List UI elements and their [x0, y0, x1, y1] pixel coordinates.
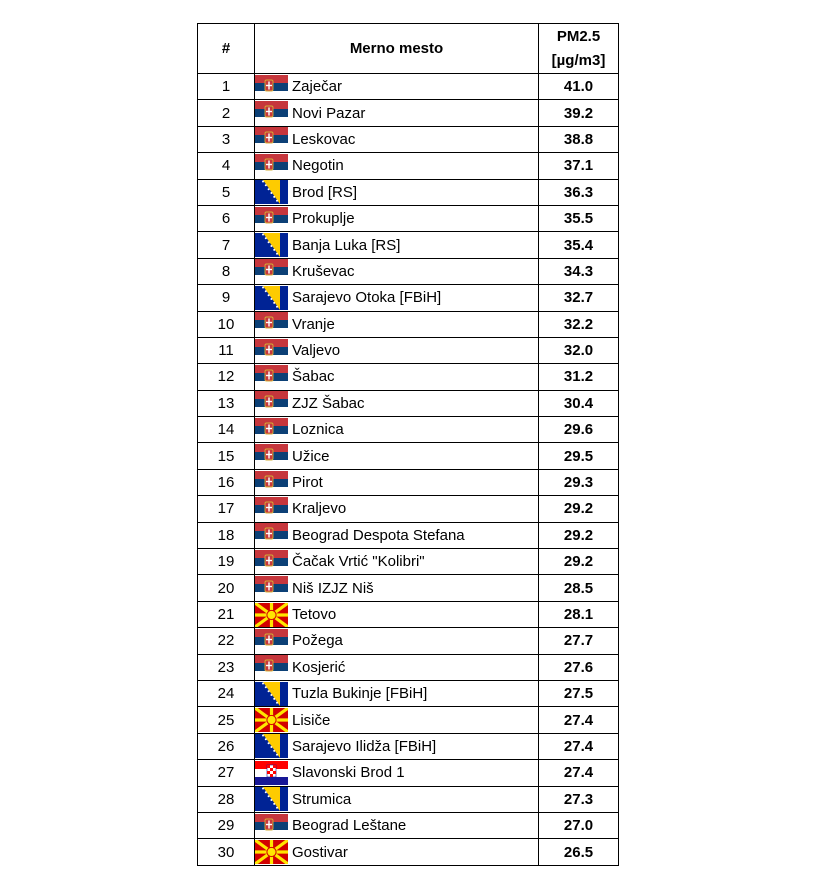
- rank-cell: 26: [198, 733, 255, 759]
- place-name: Požega: [292, 632, 343, 650]
- pm25-value-cell: 26.5: [539, 839, 619, 865]
- table-row: [198, 628, 619, 654]
- table-row: [198, 311, 619, 337]
- pm25-value-cell: 27.0: [539, 812, 619, 838]
- place-cell: [255, 733, 539, 759]
- place-name: ZJZ Šabac: [292, 394, 365, 412]
- place-name: Vranje: [292, 315, 335, 333]
- place-cell: [255, 153, 539, 179]
- table-row: [198, 153, 619, 179]
- place-wrap: [255, 549, 538, 574]
- rank-cell: 14: [198, 417, 255, 443]
- table-row: [198, 443, 619, 469]
- table-row: [198, 100, 619, 126]
- table-row: [198, 205, 619, 231]
- place-cell: [255, 417, 539, 443]
- value-column-header: [539, 24, 619, 74]
- pm25-value-cell: 28.1: [539, 601, 619, 627]
- place-wrap: [255, 496, 538, 521]
- place-name: Slavonski Brod 1: [292, 764, 405, 782]
- serbia-flag-icon: [255, 127, 288, 151]
- place-wrap: [255, 708, 538, 733]
- place-wrap: [255, 760, 538, 785]
- rank-cell: 30: [198, 839, 255, 865]
- pm25-value-cell: 37.1: [539, 153, 619, 179]
- place-name: Beograd Despota Stefana: [292, 526, 465, 544]
- rank-cell: 13: [198, 390, 255, 416]
- rank-cell: 4: [198, 153, 255, 179]
- serbia-flag-icon: [255, 391, 288, 415]
- table-row: [198, 707, 619, 733]
- place-cell: [255, 100, 539, 126]
- serbia-flag-icon: [255, 339, 288, 363]
- place-name: Kosjerić: [292, 658, 346, 676]
- serbia-flag-icon: [255, 101, 288, 125]
- place-cell: [255, 364, 539, 390]
- place-name: Čačak Vrtić "Kolibri": [292, 553, 425, 571]
- place-wrap: [255, 734, 538, 759]
- place-wrap: [255, 101, 538, 126]
- place-name: Sarajevo Otoka [FBiH]: [292, 289, 442, 307]
- pm25-value-cell: 34.3: [539, 258, 619, 284]
- rank-cell: 28: [198, 786, 255, 812]
- place-cell: [255, 496, 539, 522]
- table-header: [198, 24, 619, 74]
- rank-cell: 22: [198, 628, 255, 654]
- rank-cell: 21: [198, 601, 255, 627]
- place-name: Pirot: [292, 474, 323, 492]
- place-cell: [255, 760, 539, 786]
- bosnia-flag-icon: [255, 180, 288, 204]
- table-row: [198, 469, 619, 495]
- bosnia-flag-icon: [255, 787, 288, 811]
- rank-cell: 6: [198, 205, 255, 231]
- serbia-flag-icon: [255, 207, 288, 231]
- pm25-value-cell: 27.6: [539, 654, 619, 680]
- pm25-value-cell: 39.2: [539, 100, 619, 126]
- place-name: Negotin: [292, 157, 344, 175]
- place-wrap: [255, 285, 538, 310]
- place-name: Leskovac: [292, 130, 356, 148]
- croatia-flag-icon: [255, 761, 288, 785]
- serbia-flag-icon: [255, 365, 288, 389]
- place-wrap: [255, 840, 538, 865]
- rank-cell: 17: [198, 496, 255, 522]
- place-name: Kraljevo: [292, 500, 347, 518]
- place-cell: [255, 232, 539, 258]
- place-cell: [255, 126, 539, 152]
- place-name: Tetovo: [292, 606, 337, 623]
- place-cell: [255, 390, 539, 416]
- pm25-value-cell: 31.2: [539, 364, 619, 390]
- place-cell: [255, 812, 539, 838]
- serbia-flag-icon: [255, 523, 288, 547]
- pm25-value-cell: 29.3: [539, 469, 619, 495]
- serbia-flag-icon: [255, 312, 288, 336]
- place-cell: [255, 522, 539, 548]
- rank-cell: 2: [198, 100, 255, 126]
- pm25-value-cell: 36.3: [539, 179, 619, 205]
- macedonia-flag-icon: [255, 603, 288, 627]
- serbia-flag-icon: [255, 471, 288, 495]
- table-row: [198, 179, 619, 205]
- pm25-value-cell: 29.2: [539, 549, 619, 575]
- pm25-value-cell: 29.2: [539, 522, 619, 548]
- pm25-value-cell: 30.4: [539, 390, 619, 416]
- rank-cell: 19: [198, 549, 255, 575]
- table-row: [198, 232, 619, 258]
- place-name: Banja Luka [RS]: [292, 236, 401, 254]
- header-row: [198, 24, 619, 74]
- rank-cell: 24: [198, 680, 255, 706]
- value-header-line1: PM2.5: [556, 27, 601, 45]
- table-row: [198, 285, 619, 311]
- serbia-flag-icon: [255, 259, 288, 283]
- pm25-value-cell: 27.5: [539, 680, 619, 706]
- rank-cell: 16: [198, 469, 255, 495]
- serbia-flag-icon: [255, 154, 288, 178]
- bosnia-flag-icon: [255, 286, 288, 310]
- place-cell: [255, 311, 539, 337]
- place-wrap: [255, 153, 538, 178]
- place-cell: [255, 549, 539, 575]
- pm25-value-cell: 29.2: [539, 496, 619, 522]
- table-row: [198, 522, 619, 548]
- table-row: [198, 549, 619, 575]
- table-row: [198, 496, 619, 522]
- pm25-ranking-table: [197, 23, 619, 866]
- rank-cell: 18: [198, 522, 255, 548]
- place-name: Novi Pazar: [292, 104, 366, 122]
- table-row: [198, 786, 619, 812]
- rank-cell: 9: [198, 285, 255, 311]
- place-cell: [255, 786, 539, 812]
- macedonia-flag-icon: [255, 840, 288, 864]
- place-wrap: [255, 523, 538, 548]
- pm25-value-cell: 35.5: [539, 205, 619, 231]
- place-cell: [255, 839, 539, 865]
- place-name: Niš IZJZ Niš: [292, 579, 374, 597]
- serbia-flag-icon: [255, 497, 288, 521]
- pm25-value-cell: 27.4: [539, 733, 619, 759]
- table-row: [198, 680, 619, 706]
- serbia-flag-icon: [255, 655, 288, 679]
- place-wrap: [255, 74, 538, 99]
- place-cell: [255, 205, 539, 231]
- place-column-header: Merno mesto: [255, 24, 539, 74]
- table-row: [198, 258, 619, 284]
- pm25-value-cell: 32.2: [539, 311, 619, 337]
- pm25-value-cell: 32.0: [539, 337, 619, 363]
- place-wrap: [255, 628, 538, 653]
- pm25-value-cell: 27.4: [539, 760, 619, 786]
- place-wrap: [255, 655, 538, 680]
- macedonia-flag-icon: [255, 708, 288, 732]
- serbia-flag-icon: [255, 550, 288, 574]
- place-name: Valjevo: [292, 342, 341, 360]
- rank-cell: 27: [198, 760, 255, 786]
- table-row: [198, 812, 619, 838]
- place-cell: [255, 628, 539, 654]
- pm25-value-cell: 38.8: [539, 126, 619, 152]
- rank-cell: 25: [198, 707, 255, 733]
- place-cell: [255, 337, 539, 363]
- place-wrap: [255, 180, 538, 205]
- bosnia-flag-icon: [255, 734, 288, 758]
- place-wrap: [255, 391, 538, 416]
- place-cell: [255, 258, 539, 284]
- place-name: Kruševac: [292, 262, 355, 280]
- pm25-value-cell: 32.7: [539, 285, 619, 311]
- pm25-value-cell: 29.6: [539, 417, 619, 443]
- place-cell: [255, 601, 539, 627]
- serbia-flag-icon: [255, 444, 288, 468]
- place-name: Strumica: [292, 790, 352, 808]
- table-row: [198, 601, 619, 627]
- place-name: Lisiče: [292, 711, 331, 729]
- serbia-flag-icon: [255, 629, 288, 653]
- value-header-line2: [µg/m3]: [551, 51, 606, 69]
- serbia-flag-icon: [255, 814, 288, 838]
- pm25-value-cell: 27.7: [539, 628, 619, 654]
- place-wrap: [255, 312, 538, 337]
- place-wrap: [255, 417, 538, 442]
- place-name: Zaječar: [292, 78, 343, 96]
- table-row: [198, 126, 619, 152]
- place-cell: [255, 469, 539, 495]
- serbia-flag-icon: [255, 75, 288, 99]
- rank-cell: 5: [198, 179, 255, 205]
- place-name: Užice: [292, 447, 330, 465]
- place-wrap: [255, 233, 538, 258]
- place-cell: [255, 443, 539, 469]
- pm25-value-cell: 28.5: [539, 575, 619, 601]
- place-cell: [255, 707, 539, 733]
- place-wrap: [255, 206, 538, 231]
- table-body: [198, 74, 619, 866]
- rank-cell: 23: [198, 654, 255, 680]
- pm25-value-cell: 35.4: [539, 232, 619, 258]
- place-name: Beograd Leštane: [292, 817, 407, 835]
- rank-cell: 29: [198, 812, 255, 838]
- table-row: [198, 74, 619, 100]
- place-wrap: [255, 127, 538, 152]
- place-name: Loznica: [292, 421, 344, 439]
- place-cell: [255, 654, 539, 680]
- rank-cell: 3: [198, 126, 255, 152]
- place-wrap: [255, 681, 538, 706]
- place-name: Sarajevo Ilidža [FBiH]: [292, 737, 437, 755]
- place-cell: [255, 179, 539, 205]
- rank-column-header: #: [198, 24, 255, 74]
- place-wrap: [255, 444, 538, 469]
- rank-cell: 15: [198, 443, 255, 469]
- table-row: [198, 337, 619, 363]
- table-row: [198, 839, 619, 865]
- table-row: [198, 760, 619, 786]
- table-row: [198, 575, 619, 601]
- bosnia-flag-icon: [255, 682, 288, 706]
- pm25-value-cell: 29.5: [539, 443, 619, 469]
- place-cell: [255, 680, 539, 706]
- place-name: Tuzla Bukinje [FBiH]: [292, 685, 428, 703]
- place-cell: [255, 74, 539, 100]
- table-row: [198, 733, 619, 759]
- place-cell: [255, 575, 539, 601]
- place-wrap: [255, 470, 538, 495]
- pm25-value-cell: 27.4: [539, 707, 619, 733]
- place-name: Gostivar: [292, 843, 348, 861]
- table-row: [198, 364, 619, 390]
- rank-cell: 10: [198, 311, 255, 337]
- place-wrap: [255, 259, 538, 284]
- place-wrap: [255, 576, 538, 601]
- table-row: [198, 654, 619, 680]
- place-name: Šabac: [292, 368, 335, 386]
- place-cell: [255, 285, 539, 311]
- serbia-flag-icon: [255, 418, 288, 442]
- place-wrap: [255, 813, 538, 838]
- rank-cell: 7: [198, 232, 255, 258]
- pm25-value-cell: 27.3: [539, 786, 619, 812]
- rank-cell: 11: [198, 337, 255, 363]
- serbia-flag-icon: [255, 576, 288, 600]
- place-wrap: [255, 787, 538, 812]
- rank-cell: 20: [198, 575, 255, 601]
- bosnia-flag-icon: [255, 233, 288, 257]
- table-row: [198, 390, 619, 416]
- place-name: Brod [RS]: [292, 183, 358, 201]
- rank-cell: 8: [198, 258, 255, 284]
- rank-cell: 12: [198, 364, 255, 390]
- pm25-value-cell: 41.0: [539, 74, 619, 100]
- place-wrap: [255, 364, 538, 389]
- rank-cell: 1: [198, 74, 255, 100]
- place-wrap: [255, 338, 538, 363]
- place-name: Prokuplje: [292, 210, 355, 228]
- table-row: [198, 417, 619, 443]
- place-wrap: [255, 602, 538, 627]
